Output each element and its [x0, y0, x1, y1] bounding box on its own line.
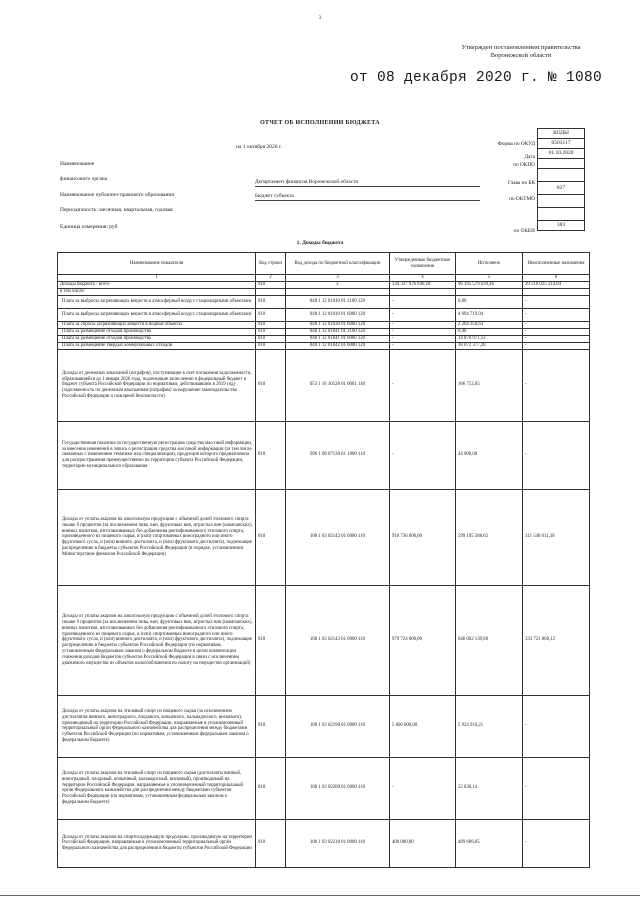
row-name: Плата за сбросы загрязняющих веществ в водные объекты: [58, 321, 256, 328]
row-executed: 0,40: [456, 328, 523, 335]
row-approved: -: [390, 349, 456, 421]
row-line-code: 010: [256, 295, 286, 308]
okpo-label: по ОКПО: [513, 162, 535, 168]
row-executed: 5 924 910,21: [456, 695, 523, 757]
row-unexecuted: 311 540 611,38: [523, 489, 590, 585]
table-row: [58, 328, 590, 335]
table-row: [58, 295, 590, 308]
row-unexecuted: 333 721 860,12: [523, 585, 590, 695]
row-kbk: 100 1 03 02143 01 0000 110: [286, 585, 390, 695]
row-executed: 489 688,05: [456, 819, 523, 867]
row-unexecuted: -: [523, 757, 590, 819]
table-row: [58, 489, 590, 585]
row-line-code: 010: [256, 335, 286, 342]
table-row: [58, 421, 590, 489]
col-index: 2: [256, 275, 286, 282]
row-approved: -: [390, 321, 456, 328]
col-header-kbk: Код дохода по бюджетной классификации: [286, 253, 390, 275]
decree-stamp: от 08 декабря 2020 г. № 1080: [350, 70, 603, 86]
row-name: Доходы бюджета - всего: [58, 282, 256, 289]
table-row: [58, 289, 590, 296]
row-name: Доходы от уплаты акцизов на спиртосодержащую продукцию, производимую на территории Российской Федерации, направляемые в уполномоченный территориальный орган Федерального казначейства для распределения в бюджеты субъектов Российской Федерации: [58, 819, 256, 867]
okud-label: Форма по ОКУД: [497, 141, 535, 147]
row-unexecuted: -: [523, 342, 590, 349]
okei-label: по ОКЕИ: [513, 228, 535, 234]
col-index: 5: [456, 275, 523, 282]
date-label: Дата: [524, 154, 535, 160]
col-header-approved: Утвержденные бюджетные назначения: [390, 253, 456, 275]
income-table: [57, 252, 590, 868]
row-line-code: 010: [256, 819, 286, 867]
row-line-code: 010: [256, 342, 286, 349]
col-header-line-code: Код строки: [256, 253, 286, 275]
table-header-row: [58, 253, 590, 275]
table-row: [58, 585, 590, 695]
row-kbk: 048 1 12 01041 01 2100 120: [286, 328, 390, 335]
col-header-executed: Исполнено: [456, 253, 523, 275]
row-approved: [390, 289, 456, 296]
row-unexecuted: 39 518 025 314,04: [523, 282, 590, 289]
row-unexecuted: -: [523, 308, 590, 321]
col-index: 4: [390, 275, 456, 282]
table-row: [58, 335, 590, 342]
table-row: [58, 282, 590, 289]
row-name: Доходы от уплаты акцизов на алкогольную продукцию с объемной долей этилового спирта свыше 9 процентов (за исключением пива, вин, фруктовых вин, игристых вин (шампанских), винных напитков, изготавливаемых без добавления ректификованного этилового спирта, произведенного из пищевого сырья, и (или) спиртованных виноградного или иного фруктового сусла, и (или) винного дистиллята, и (или) фруктового дистиллята), подлежащие распределению в бюджеты субъектов Российской Федерации (в порядке, установленном Министерством финансов Российской Федерации): [58, 489, 256, 585]
row-executed: 0,80: [456, 295, 523, 308]
okei-value: 383: [537, 221, 585, 231]
row-unexecuted: -: [523, 695, 590, 757]
row-executed: 599 195 388,62: [456, 489, 523, 585]
row-approved: 979 724 000,00: [390, 585, 456, 695]
date-value: 01.10.2020: [537, 149, 585, 159]
row-executed: 14 879 971,12: [456, 335, 523, 342]
report-date: на 1 октября 2020 г.: [236, 144, 282, 150]
approval-line-1: Утвержден постановлением правительства: [461, 44, 581, 51]
row-name: Плата за выбросы загрязняющих веществ в атмосферный воздух стационарными объектами: [58, 295, 256, 308]
row-line-code: 010: [256, 308, 286, 321]
row-approved: -: [390, 335, 456, 342]
row-line-code: 010: [256, 282, 286, 289]
report-title: ОТЧЕТ ОБ ИСПОЛНЕНИИ БЮДЖЕТА: [260, 120, 380, 126]
row-kbk: x: [286, 282, 390, 289]
row-kbk: 100 1 03 02142 01 0000 110: [286, 489, 390, 585]
row-unexecuted: -: [523, 328, 590, 335]
row-approved: -: [390, 328, 456, 335]
row-unexecuted: -: [523, 335, 590, 342]
col-header-name: Наименование показателя: [58, 253, 256, 275]
org-label-1: Наименование: [60, 161, 95, 167]
row-name: Доходы от уплаты акцизов на этиловый спирт из пищевого сырья (за исключением дистиллятов винного, виноградного, плодового, коньячного, кальвадосного, вискового), производимый на территории Российской Федерации, направляемые в уполномоченный территориальный орган Федерального казначейства для распределения между бюджетами субъектов Российской Федерации (по нормативам, установленным федеральным законом о федеральном бюджете): [58, 695, 256, 757]
row-executed: 2 264 350,63: [456, 321, 523, 328]
row-approved: -: [390, 295, 456, 308]
row-kbk: 100 1 03 02200 01 0000 110: [286, 757, 390, 819]
approval-note: [446, 44, 596, 60]
okpo-value: [537, 159, 585, 169]
col-header-unexecuted: Неисполненные назначения: [523, 253, 590, 275]
section-title: 1. Доходы бюджета: [296, 240, 344, 246]
row-name: Плата за размещение твердых коммунальных отходов: [58, 342, 256, 349]
table-row: [58, 349, 590, 421]
row-unexecuted: -: [523, 819, 590, 867]
table-row: [58, 321, 590, 328]
row-line-code: [256, 289, 286, 296]
codes-header: КОДЫ: [537, 128, 585, 139]
row-approved: 5 800 000,00: [390, 695, 456, 757]
row-kbk: 048 1 12 01010 01 2100 120: [286, 295, 390, 308]
org-label-2: финансового органа: [60, 176, 108, 182]
budget-label: Наименование публично-правового образования: [60, 192, 174, 198]
oktmo-value: [537, 195, 585, 208]
row-unexecuted: -: [523, 421, 590, 489]
row-line-code: 010: [256, 321, 286, 328]
table-row: [58, 695, 590, 757]
row-unexecuted: [523, 289, 590, 296]
row-approved: -: [390, 421, 456, 489]
table-row: [58, 342, 590, 349]
bk-value: 827: [537, 182, 585, 195]
org-value: Департамент финансов Воронежской области: [255, 179, 480, 187]
row-line-code: 010: [256, 349, 286, 421]
row-line-code: 010: [256, 421, 286, 489]
okud-value: 0503117: [537, 139, 585, 149]
unit-label: Единица измерения: руб: [60, 224, 118, 230]
row-name: Доходы от уплаты акцизов на алкогольную продукцию с объемной долей этилового спирта свыше 9 процентов (за исключением пива, вин, фруктовых вин, игристых вин (шампанских), винных напитков, изготавливаемых без добавления ректификованного этилового спирта, произведенного из пищевого сырья, и (или) спиртованных виноградного или иного фруктового сусла, и (или) винного дистиллята, и (или) фруктового дистиллята), подлежащие распределению в бюджеты субъектов Российской Федерации (по нормативам, установленным Федеральным законом о федеральном бюджете в целях компенсации снижения доходов бюджетов субъектов Российской Федерации в связи с исключением движимого имущества из объектов налогообложения по налогу на имущество организаций): [58, 585, 256, 695]
row-line-code: 010: [256, 585, 286, 695]
row-kbk: 053 1 16 10128 01 0001 140: [286, 349, 390, 421]
row-name: Плата за размещение отходов производства: [58, 328, 256, 335]
row-unexecuted: -: [523, 321, 590, 328]
empty-code-cell: [537, 169, 585, 182]
row-line-code: 010: [256, 328, 286, 335]
row-kbk: 096 1 08 07130 01 1000 110: [286, 421, 390, 489]
row-approved: 400 000,00: [390, 819, 456, 867]
row-approved: -: [390, 308, 456, 321]
col-index: 1: [58, 275, 256, 282]
row-executed: 4 694 719,94: [456, 308, 523, 321]
row-kbk: 100 1 03 02210 01 0000 110: [286, 819, 390, 867]
row-unexecuted: -: [523, 295, 590, 308]
row-executed: 166 712,05: [456, 349, 523, 421]
row-name: Государственная пошлина за государственную регистрацию средства массовой информации, за внесение изменений в запись о регистрации средства массовой информации (за тем числе связанных с изменением тематики или специализации), продукция которого предназначена для распространения преимущественно на территории субъекта Российской Федерации, территории муниципального образования: [58, 421, 256, 489]
row-kbk: [286, 289, 390, 296]
row-executed: 18 072 377,20: [456, 342, 523, 349]
row-executed: 22 838,14: [456, 757, 523, 819]
row-kbk: 048 1 12 01030 01 6000 120: [286, 321, 390, 328]
row-name: Доходы от уплаты акцизов на этиловый спирт из пищевого сырья (дистилляты винный, виноградный, плодовый, коньячный, кальвадосный, висковый), производимый на территории Российской Федерации, направляемые в уполномоченный территориальный орган Федерального казначейства для распределения между бюджетами субъектов Российской Федерации (по нормативам, установленным федеральным законом о федеральном бюджете): [58, 757, 256, 819]
row-line-code: 010: [256, 695, 286, 757]
page-marker: 3: [318, 16, 322, 21]
row-kbk: 048 1 12 01041 01 6000 120: [286, 335, 390, 342]
row-name: Плата за размещение отходов производства: [58, 335, 256, 342]
col-index: 6: [523, 275, 590, 282]
row-line-code: 010: [256, 489, 286, 585]
row-name: в том числе:: [58, 289, 256, 296]
col-index: 3: [286, 275, 390, 282]
budget-value: Бюджет субъекта: [255, 193, 480, 201]
row-kbk: 100 1 03 02190 01 0000 110: [286, 695, 390, 757]
row-kbk: 048 1 12 01010 01 6000 120: [286, 308, 390, 321]
row-executed: 646 002 139,88: [456, 585, 523, 695]
row-approved: -: [390, 757, 456, 819]
table-row: [58, 819, 590, 867]
codes-box: [537, 128, 585, 231]
row-executed: 96 195 579 630,46: [456, 282, 523, 289]
period-label: Периодичность: месячная, квартальная, годовая: [60, 207, 173, 213]
row-name: Доходы от денежных взысканий (штрафов), поступающие в счет погашения задолженности, образовавшейся до 1 января 2020 года, подлежащие зачислению в федеральный бюджет и бюджет субъекта Российской Федерации по нормативам, действовавшим в 2019 году (задолженность по денежным взысканиям (штрафам) за нарушение законодательства Российской Федерации о пожарной безопасности): [58, 349, 256, 421]
row-executed: 44 000,00: [456, 421, 523, 489]
row-approved: 134 337 976 690,18: [390, 282, 456, 289]
oktmo-label: по ОКТМО: [509, 196, 535, 202]
empty-code-cell-2: [537, 208, 585, 221]
table-row: [58, 757, 590, 819]
bk-label: Глава по БК: [507, 180, 535, 186]
approval-line-2: Воронежской области: [490, 52, 552, 59]
row-executed: [456, 289, 523, 296]
row-approved: 910 736 000,00: [390, 489, 456, 585]
row-name: Плата за выбросы загрязняющих веществ в атмосферный воздух стационарными объектами: [58, 308, 256, 321]
row-unexecuted: -: [523, 349, 590, 421]
row-approved: -: [390, 342, 456, 349]
row-kbk: 048 1 12 01042 01 6000 120: [286, 342, 390, 349]
column-index-row: [58, 275, 590, 282]
table-row: [58, 308, 590, 321]
row-line-code: 010: [256, 757, 286, 819]
page-bottom-rule: [0, 895, 640, 896]
